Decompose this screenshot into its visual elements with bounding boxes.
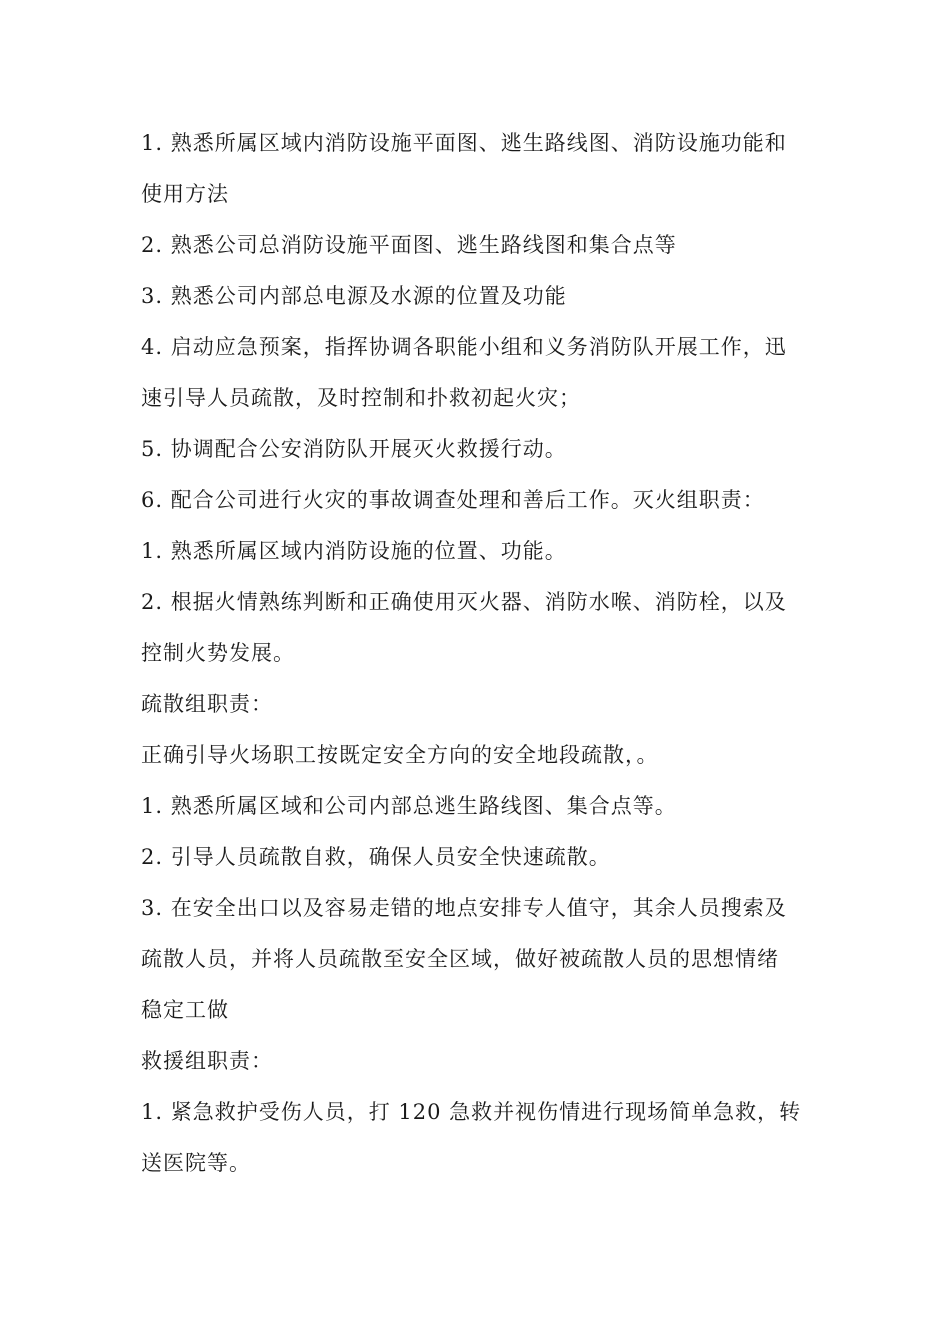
- section-heading: 救援组职责：: [141, 1049, 273, 1073]
- text-line: 1. 熟悉所属区域内消防设施平面图、逃生路线图、消防设施功能和: [141, 131, 787, 155]
- text-line: 3. 熟悉公司内部总电源及水源的位置及功能: [141, 284, 567, 308]
- text-line: 送医院等。: [141, 1151, 251, 1175]
- text-line: 3. 在安全出口以及容易走错的地点安排专人值守，其余人员搜索及: [141, 896, 787, 920]
- section-heading: 疏散组职责：: [141, 692, 273, 716]
- text-line: 5. 协调配合公安消防队开展灭火救援行动。: [141, 437, 567, 461]
- text-line: 稳定工做: [141, 998, 229, 1022]
- text-line: 4. 启动应急预案，指挥协调各职能小组和义务消防队开展工作，迅: [141, 335, 787, 359]
- text-line: 1. 紧急救护受伤人员，打 120 急救并视伤情进行现场简单急救，转: [141, 1100, 802, 1124]
- document-body: [141, 118, 821, 1189]
- text-line: 疏散人员，并将人员疏散至安全区域，做好被疏散人员的思想情绪: [141, 947, 779, 971]
- text-line: 使用方法: [141, 182, 229, 206]
- text-line: 6. 配合公司进行火灾的事故调查处理和善后工作。灭火组职责：: [141, 488, 765, 512]
- text-line: 控制火势发展。: [141, 641, 295, 665]
- text-line: 1. 熟悉所属区域和公司内部总逃生路线图、集合点等。: [141, 794, 677, 818]
- text-line: 2. 熟悉公司总消防设施平面图、逃生路线图和集合点等: [141, 233, 677, 257]
- text-line: 2. 根据火情熟练判断和正确使用灭火器、消防水喉、消防栓，以及: [141, 590, 787, 614]
- text-line: 速引导人员疏散，及时控制和扑救初起火灾；: [141, 386, 581, 410]
- text-line: 1. 熟悉所属区域内消防设施的位置、功能。: [141, 539, 567, 563]
- text-line: 正确引导火场职工按既定安全方向的安全地段疏散，。: [141, 743, 659, 767]
- text-line: 2. 引导人员疏散自救，确保人员安全快速疏散。: [141, 845, 611, 869]
